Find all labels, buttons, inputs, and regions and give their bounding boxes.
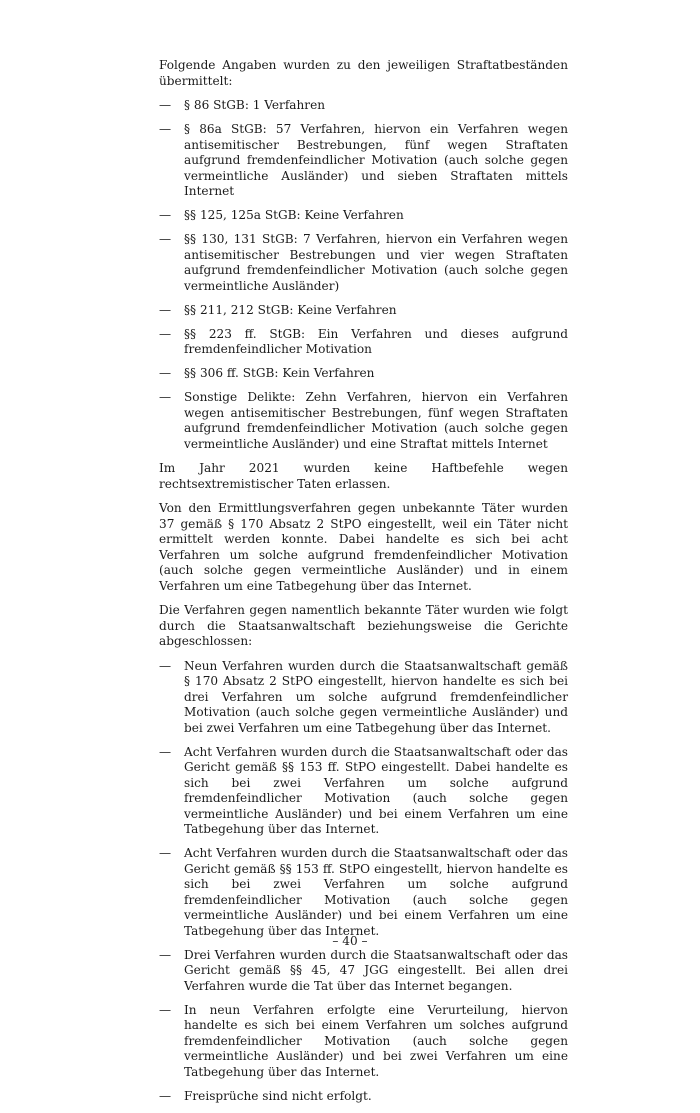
unknown-perpetrators-paragraph: Von den Ermittlungsverfahren gegen unbekannte Täter wurden 37 gemäß § 170 Absatz 2 StPO eingestellt, weil ein Täter nicht ermittelt werden konnte. Dabei handelte es sich bei acht Verfahren um solche aufgrund fremdenfeindlicher Motivation (auch solche gegen vermeintliche Ausländer) und in einem Verfahren um eine Tatbegehung über das Internet. [159,501,568,593]
list-item: — §§ 130, 131 StGB: 7 Verfahren, hiervon ein Verfahren wegen antisemitischer Bestrebungen und vier wegen Straftaten aufgrund fremdenfeindlicher Motivation (auch solche gegen vermeintliche Ausländer) [159,232,568,293]
dash-marker: — [159,366,172,380]
dash-marker: — [159,1088,172,1103]
list-item: — In neun Verfahren erfolgte eine Verurteilung, hiervon handelte es sich bei einem Verfahren um solches aufgrund fremdenfeindlicher Motivation (auch solche gegen vermeintliche Ausländer) und bei zwei Verfahren um eine Tatbegehung über das Internet. [159,1002,568,1079]
list-item: — Sonstige Delikte: Zehn Verfahren, hiervon ein Verfahren wegen antisemitischer Bestrebungen, fünf wegen Straftaten aufgrund fremdenfeindlicher Motivation (auch solche gegen vermeintliche Ausländer) und eine Straftat mittels Internet [159,390,568,451]
dash-marker: — [159,98,172,112]
known-perpetrators-paragraph: Die Verfahren gegen namentlich bekannte Täter wurden wie folgt durch die Staatsanwaltschaft beziehungsweise die Gerichte abgeschlossen: [159,603,568,648]
dash-marker: — [159,947,172,962]
list-item: — §§ 223 ff. StGB: Ein Verfahren und dieses aufgrund fremdenfeindlicher Motivation [159,326,568,356]
dash-marker: — [159,326,172,341]
warrants-paragraph: Im Jahr 2021 wurden keine Haftbefehle wegen rechtsextremistischer Taten erlassen. [159,461,568,491]
dash-marker: — [159,122,172,136]
dash-marker: — [159,658,172,673]
page-body [159,58,568,1113]
page-number: – 40 – [332,934,368,948]
dash-marker: — [159,744,172,759]
dash-marker: — [159,208,172,222]
list-item: — §§ 211, 212 StGB: Keine Verfahren [159,302,397,317]
intro-paragraph: Folgende Angaben wurden zu den jeweiligen Straftatbeständen übermittelt: [159,58,568,88]
offense-list [159,98,568,452]
dash-marker: — [159,390,172,404]
dash-marker: — [159,1002,172,1017]
dash-marker: — [159,846,172,860]
list-item: — Neun Verfahren wurden durch die Staatsanwaltschaft gemäß § 170 Absatz 2 StPO eingestellt, hiervon handelte es sich bei drei Verfahren um solche aufgrund fremdenfeindlicher Motivation (auch solche gegen vermeintliche Ausländer) und bei zwei Verfahren um eine Tatbegehung über das Internet. [159,658,568,735]
list-item: — Freisprüche sind nicht erfolgt. [159,1088,372,1103]
list-item: — § 86a StGB: 57 Verfahren, hiervon ein Verfahren wegen antisemitischer Bestrebungen, fünf wegen Straftaten aufgrund fremdenfeindlicher Motivation (auch solche gegen vermeintliche Ausländer) und sieben Straftaten mittels Internet [159,122,568,198]
dash-marker: — [159,232,172,246]
list-item: — Acht Verfahren wurden durch die Staatsanwaltschaft oder das Gericht gemäß §§ 153 ff. StPO eingestellt, hiervon handelte es sich bei zwei Verfahren um solche aufgrund fremdenfeindlicher Motivation (auch solche gegen vermeintliche Ausländer) und bei einem Verfahren um eine Tatbegehung über das Internet. [159,846,568,938]
list-item: — § 86 StGB: 1 Verfahren [159,98,326,112]
list-item: — §§ 125, 125a StGB: Keine Verfahren [159,208,404,222]
outcome-list [159,659,568,1105]
list-item: — §§ 306 ff. StGB: Kein Verfahren [159,366,375,380]
dash-marker: — [159,302,172,317]
list-item: — Drei Verfahren wurden durch die Staatsanwaltschaft oder das Gericht gemäß §§ 45, 47 JGG eingestellt. Bei allen drei Verfahren wurde die Tat über das Internet begangen. [159,947,568,993]
list-item: — Acht Verfahren wurden durch die Staatsanwaltschaft oder das Gericht gemäß §§ 153 ff. StPO eingestellt. Dabei handelte es sich bei zwei Verfahren um solche aufgrund fremdenfeindlicher Motivation (auch solche gegen vermeintliche Ausländer) und bei einem Verfahren um eine Tatbegehung über das Internet. [159,744,568,836]
